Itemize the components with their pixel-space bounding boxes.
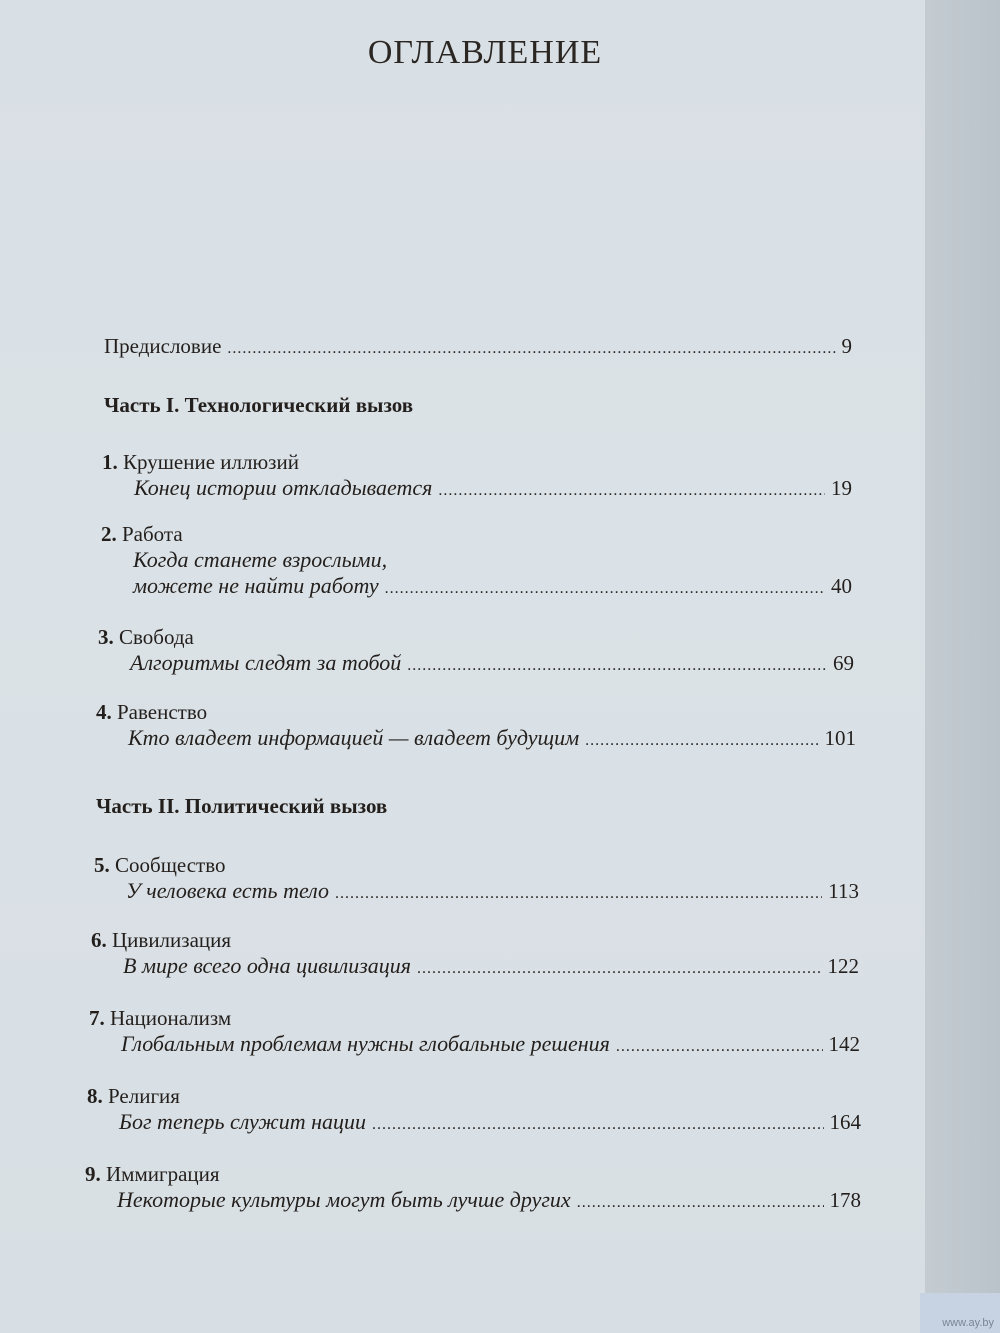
page-number: 101 bbox=[824, 726, 856, 750]
page-number: 164 bbox=[829, 1110, 861, 1134]
dot-leader bbox=[372, 1116, 823, 1134]
chapter-subtitle: Некоторые культуры могут быть лучше других bbox=[117, 1187, 571, 1212]
chapter-subtitle: можете не найти работу bbox=[133, 573, 379, 598]
toc-title: ОГЛАВЛЕНИЕ bbox=[367, 34, 603, 71]
page-number: 19 bbox=[831, 476, 852, 500]
toc-entry-chapter-6 bbox=[91, 928, 859, 979]
page-number: 40 bbox=[831, 574, 852, 598]
chapter-number: 6. bbox=[91, 928, 107, 952]
dot-leader bbox=[417, 960, 821, 978]
chapter-subtitle: Конец истории откладывается bbox=[134, 475, 433, 500]
chapter-title: Работа bbox=[122, 522, 183, 546]
dot-leader bbox=[438, 482, 825, 500]
chapter-title: Крушение иллюзий bbox=[123, 450, 299, 474]
dot-leader bbox=[407, 657, 827, 675]
toc-entry-chapter-3 bbox=[98, 625, 854, 676]
page-number: 178 bbox=[829, 1188, 861, 1212]
dot-leader bbox=[577, 1194, 824, 1212]
toc-entry-chapter-4 bbox=[96, 700, 856, 751]
watermark: www.ay.by bbox=[942, 1317, 994, 1329]
part-heading-2: Часть II. Политический вызов bbox=[96, 794, 388, 818]
dot-leader bbox=[227, 340, 835, 358]
dot-leader bbox=[385, 580, 825, 598]
chapter-number: 5. bbox=[94, 853, 110, 877]
chapter-title: Религия bbox=[108, 1084, 180, 1108]
page-number: 113 bbox=[828, 879, 859, 903]
chapter-subtitle: Бог теперь служит нации bbox=[119, 1109, 367, 1134]
chapter-subtitle: Глобальным проблемам нужны глобальные решения bbox=[121, 1031, 610, 1056]
toc-entry-preface bbox=[104, 334, 852, 359]
chapter-title: Свобода bbox=[119, 625, 194, 649]
page-number: 69 bbox=[833, 651, 854, 675]
dot-leader bbox=[335, 885, 822, 903]
chapter-subtitle: В мире всего одна цивилизация bbox=[123, 953, 412, 978]
page-number: 122 bbox=[827, 954, 859, 978]
chapter-number: 3. bbox=[98, 625, 114, 649]
toc-entry-chapter-5 bbox=[94, 853, 859, 904]
toc-entry-chapter-7 bbox=[89, 1006, 860, 1057]
chapter-subtitle: Алгоритмы следят за тобой bbox=[130, 650, 402, 675]
chapter-subtitle: Кто владеет информацией — владеет будущим bbox=[128, 725, 580, 750]
chapter-number: 9. bbox=[85, 1162, 101, 1186]
preface-label: Предисловие bbox=[104, 334, 222, 358]
page-edge bbox=[925, 0, 1000, 1333]
page-number: 9 bbox=[841, 334, 852, 358]
part-heading-1: Часть I. Технологический вызов bbox=[104, 393, 414, 417]
chapter-subtitle: У человека есть тело bbox=[126, 878, 330, 903]
chapter-number: 4. bbox=[96, 700, 112, 724]
chapter-subtitle-line1: Когда станете взрослыми, bbox=[133, 547, 388, 572]
toc-entry-chapter-2 bbox=[101, 522, 852, 599]
toc-entry-chapter-9 bbox=[85, 1162, 861, 1213]
chapter-number: 8. bbox=[87, 1084, 103, 1108]
chapter-number: 7. bbox=[89, 1006, 105, 1030]
dot-leader bbox=[585, 732, 818, 750]
chapter-number: 1. bbox=[102, 450, 118, 474]
toc-entry-chapter-8 bbox=[87, 1084, 861, 1135]
chapter-title: Сообщество bbox=[115, 853, 226, 877]
chapter-title: Цивилизация bbox=[112, 928, 232, 952]
chapter-title: Равенство bbox=[117, 700, 208, 724]
dot-leader bbox=[616, 1038, 823, 1056]
toc-entry-chapter-1 bbox=[102, 450, 852, 501]
chapter-number: 2. bbox=[101, 522, 117, 546]
chapter-title: Иммиграция bbox=[106, 1162, 220, 1186]
page-number: 142 bbox=[828, 1032, 860, 1056]
chapter-title: Национализм bbox=[110, 1006, 232, 1030]
